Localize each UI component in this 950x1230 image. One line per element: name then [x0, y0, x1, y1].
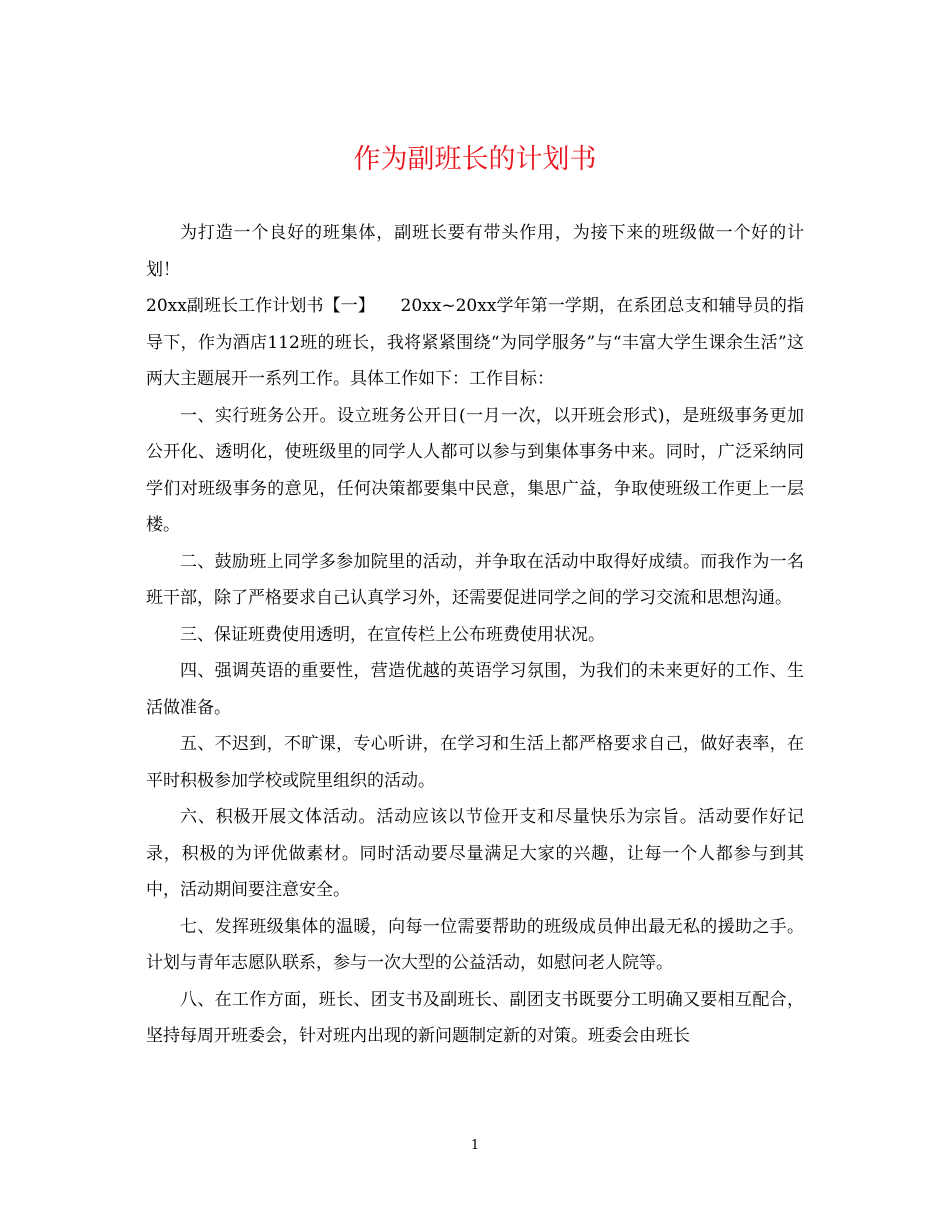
- intro-paragraph: 为打造一个良好的班集体，副班长要有带头作用，为接下来的班级做一个好的计划！: [146, 223, 804, 280]
- item-paragraph-8: 八、在工作方面，班长、团支书及副班长、副团支书既要分工明确又要相互配合，坚持每周开班委会，针对班内出现的新问题制定新的对策。班委会由班长: [146, 989, 804, 1046]
- item-paragraph-4: 四、强调英语的重要性，营造优越的英语学习氛围，为我们的未来更好的工作、生活做准备。: [146, 661, 804, 718]
- item-paragraph-6: 六、积极开展文体活动。活动应该以节俭开支和尽量快乐为宗旨。活动要作好记录，积极的为评优做素材。同时活动要尽量满足大家的兴趣，让每一个人都参与到其中，活动期间要注意安全。: [146, 807, 804, 900]
- item-paragraph-5: 五、不迟到，不旷课，专心听讲，在学习和生活上都严格要求自己，做好表率，在平时积极参加学校或院里组织的活动。: [146, 734, 804, 791]
- document-title: 作为副班长的计划书: [353, 144, 597, 175]
- item-paragraph-3: 三、保证班费使用透明，在宣传栏上公布班费使用状况。: [180, 624, 605, 645]
- plan-heading-paragraph: 20xx副班长工作计划书【一】 20xx~20xx学年第一学期，在系团总支和辅导员的指导下，作为酒店112班的班长，我将紧紧围绕“为同学服务”与“丰富大学生课余生活”这两大主题展开一系列工作。具体工作如下：工作目标：: [146, 296, 804, 389]
- page-number: 1: [470, 1138, 480, 1153]
- document-body: [146, 215, 804, 1055]
- item-paragraph-7: 七、发挥班级集体的温暖，向每一位需要帮助的班级成员伸出最无私的援助之手。计划与青年志愿队联系，参与一次大型的公益活动，如慰问老人院等。: [146, 916, 804, 973]
- item-paragraph-1: 一、实行班务公开。设立班务公开日(一月一次，以开班会形式)，是班级事务更加公开化、透明化，使班级里的同学人人都可以参与到集体事务中来。同时，广泛采纳同学们对班级事务的意见，任何决策都要集中民意，集思广益，争取使班级工作更上一层楼。: [146, 405, 804, 535]
- item-paragraph-2: 二、鼓励班上同学多参加院里的活动，并争取在活动中取得好成绩。而我作为一名班干部，除了严格要求自己认真学习外，还需要促进同学之间的学习交流和思想沟通。: [146, 551, 804, 608]
